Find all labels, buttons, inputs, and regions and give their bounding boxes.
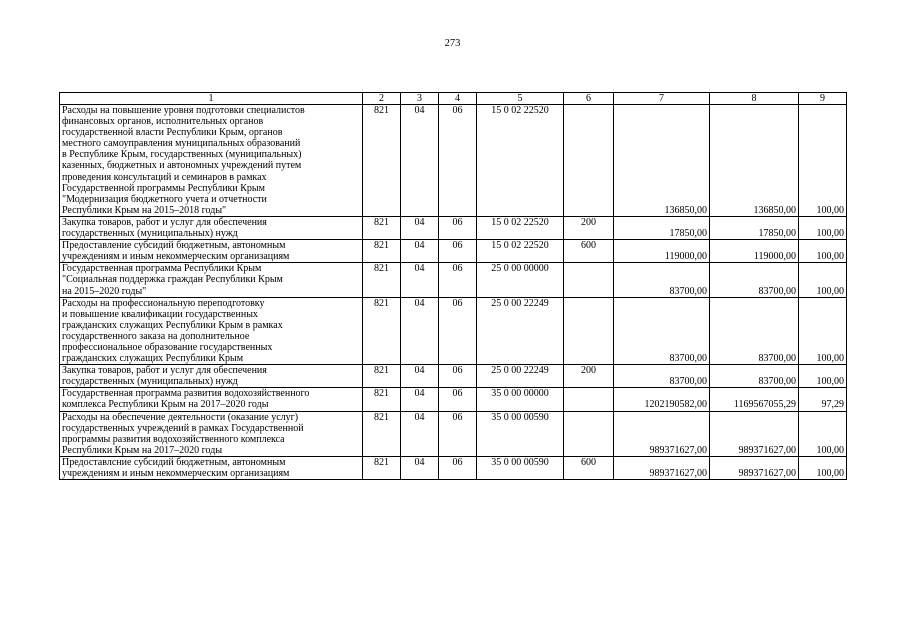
execution-percent: 100,00 [799, 297, 847, 365]
execution-percent: 100,00 [799, 105, 847, 217]
column-header: 4 [439, 93, 477, 105]
planned-amount: 989371627,00 [614, 411, 710, 456]
table-row [60, 263, 847, 297]
subsection-code: 06 [439, 388, 477, 411]
table-row [60, 456, 847, 479]
expense-name: Предоставление субсидий бюджетным, автономным учреждениям и иным некоммерческим организациям [60, 240, 363, 263]
execution-percent: 100,00 [799, 456, 847, 479]
expense-type-code: 200 [564, 365, 614, 388]
target-article-code: 25 0 00 00000 [477, 263, 564, 297]
ministry-code: 821 [363, 388, 401, 411]
executed-amount: 1169567055,29 [710, 388, 799, 411]
execution-percent: 100,00 [799, 263, 847, 297]
ministry-code: 821 [363, 456, 401, 479]
column-header: 6 [564, 93, 614, 105]
ministry-code: 821 [363, 297, 401, 365]
column-header: 9 [799, 93, 847, 105]
planned-amount: 17850,00 [614, 216, 710, 239]
target-article-code: 15 0 02 22520 [477, 216, 564, 239]
planned-amount: 136850,00 [614, 105, 710, 217]
target-article-code: 35 0 00 00590 [477, 411, 564, 456]
execution-percent: 100,00 [799, 365, 847, 388]
target-article-code: 25 0 00 22249 [477, 297, 564, 365]
column-header: 5 [477, 93, 564, 105]
subsection-code: 06 [439, 216, 477, 239]
subsection-code: 06 [439, 456, 477, 479]
expense-type-code: 600 [564, 240, 614, 263]
target-article-code: 35 0 00 00590 [477, 456, 564, 479]
section-code: 04 [401, 365, 439, 388]
section-code: 04 [401, 411, 439, 456]
expense-name: Государственная программа развития водохозяйственного комплекса Республики Крым на 2017–2020 годы [60, 388, 363, 411]
table-row [60, 105, 847, 217]
ministry-code: 821 [363, 365, 401, 388]
subsection-code: 06 [439, 105, 477, 217]
ministry-code: 821 [363, 263, 401, 297]
section-code: 04 [401, 388, 439, 411]
executed-amount: 83700,00 [710, 297, 799, 365]
ministry-code: 821 [363, 240, 401, 263]
subsection-code: 06 [439, 411, 477, 456]
expense-name: Закупка товаров, работ и услуг для обеспечения государственных (муниципальных) нужд [60, 365, 363, 388]
section-code: 04 [401, 456, 439, 479]
section-code: 04 [401, 263, 439, 297]
executed-amount: 989371627,00 [710, 411, 799, 456]
subsection-code: 06 [439, 297, 477, 365]
target-article-code: 15 0 02 22520 [477, 240, 564, 263]
executed-amount: 83700,00 [710, 263, 799, 297]
expense-type-code [564, 263, 614, 297]
executed-amount: 119000,00 [710, 240, 799, 263]
section-code: 04 [401, 216, 439, 239]
table-row [60, 388, 847, 411]
target-article-code: 25 0 00 22249 [477, 365, 564, 388]
page-number: 273 [444, 38, 461, 49]
expense-type-code [564, 388, 614, 411]
table-row [60, 216, 847, 239]
column-header: 3 [401, 93, 439, 105]
planned-amount: 83700,00 [614, 263, 710, 297]
section-code: 04 [401, 105, 439, 217]
target-article-code: 35 0 00 00000 [477, 388, 564, 411]
ministry-code: 821 [363, 216, 401, 239]
execution-percent: 100,00 [799, 411, 847, 456]
expense-name: Закупка товаров, работ и услуг для обеспечения государственных (муниципальных) нужд [60, 216, 363, 239]
executed-amount: 17850,00 [710, 216, 799, 239]
section-code: 04 [401, 297, 439, 365]
column-header: 1 [60, 93, 363, 105]
executed-amount: 989371627,00 [710, 456, 799, 479]
planned-amount: 989371627,00 [614, 456, 710, 479]
ministry-code: 821 [363, 105, 401, 217]
subsection-code: 06 [439, 240, 477, 263]
table-row [60, 365, 847, 388]
expense-name: Расходы на повышение уровня подготовки специалистов финансовых органов, исполнительных органов государственной власти Республики Крым, органов местного самоуправления муниципальных образований в Республике Крым, государственных (муниципальных) казенных, бюджетных и автономных учреждений путем проведения консультаций и семинаров в рамках Государственной программы Республики Крым "Модернизация бюджетного учета и отчетности Республики Крым на 2015–2018 годы" [60, 105, 363, 217]
table-row [60, 411, 847, 456]
table-row [60, 297, 847, 365]
execution-percent: 100,00 [799, 240, 847, 263]
column-header: 2 [363, 93, 401, 105]
column-header: 8 [710, 93, 799, 105]
expense-name: Расходы на профессиональную переподготовку и повышение квалификации государственных гражданских служащих Республики Крым в рамках государственного заказа на дополнительное профессиональное образование государственных гражданских служащих Республики Крым [60, 297, 363, 365]
expense-type-code [564, 411, 614, 456]
execution-percent: 100,00 [799, 216, 847, 239]
expense-name: Государственная программа Республики Крым "Социальная поддержка граждан Республики Крым на 2015–2020 годы" [60, 263, 363, 297]
budget-table [59, 92, 847, 480]
expense-type-code [564, 105, 614, 217]
executed-amount: 83700,00 [710, 365, 799, 388]
execution-percent: 97,29 [799, 388, 847, 411]
planned-amount: 119000,00 [614, 240, 710, 263]
target-article-code: 15 0 02 22520 [477, 105, 564, 217]
expense-name: Предоставлсние субсидий бюджетным, автономным учреждениям и иным некоммерческим организациям [60, 456, 363, 479]
expense-type-code [564, 297, 614, 365]
planned-amount: 83700,00 [614, 297, 710, 365]
planned-amount: 1202190582,00 [614, 388, 710, 411]
subsection-code: 06 [439, 263, 477, 297]
section-code: 04 [401, 240, 439, 263]
table-header-row [60, 93, 847, 105]
subsection-code: 06 [439, 365, 477, 388]
expense-type-code: 600 [564, 456, 614, 479]
ministry-code: 821 [363, 411, 401, 456]
column-header: 7 [614, 93, 710, 105]
expense-name: Расходы на обеспечение деятельности (оказание услуг) государственных учреждений в рамках Государственной программы развития водохозяйственного комплекса Республики Крым на 2017–2020 годы [60, 411, 363, 456]
table-row [60, 240, 847, 263]
expense-type-code: 200 [564, 216, 614, 239]
executed-amount: 136850,00 [710, 105, 799, 217]
planned-amount: 83700,00 [614, 365, 710, 388]
